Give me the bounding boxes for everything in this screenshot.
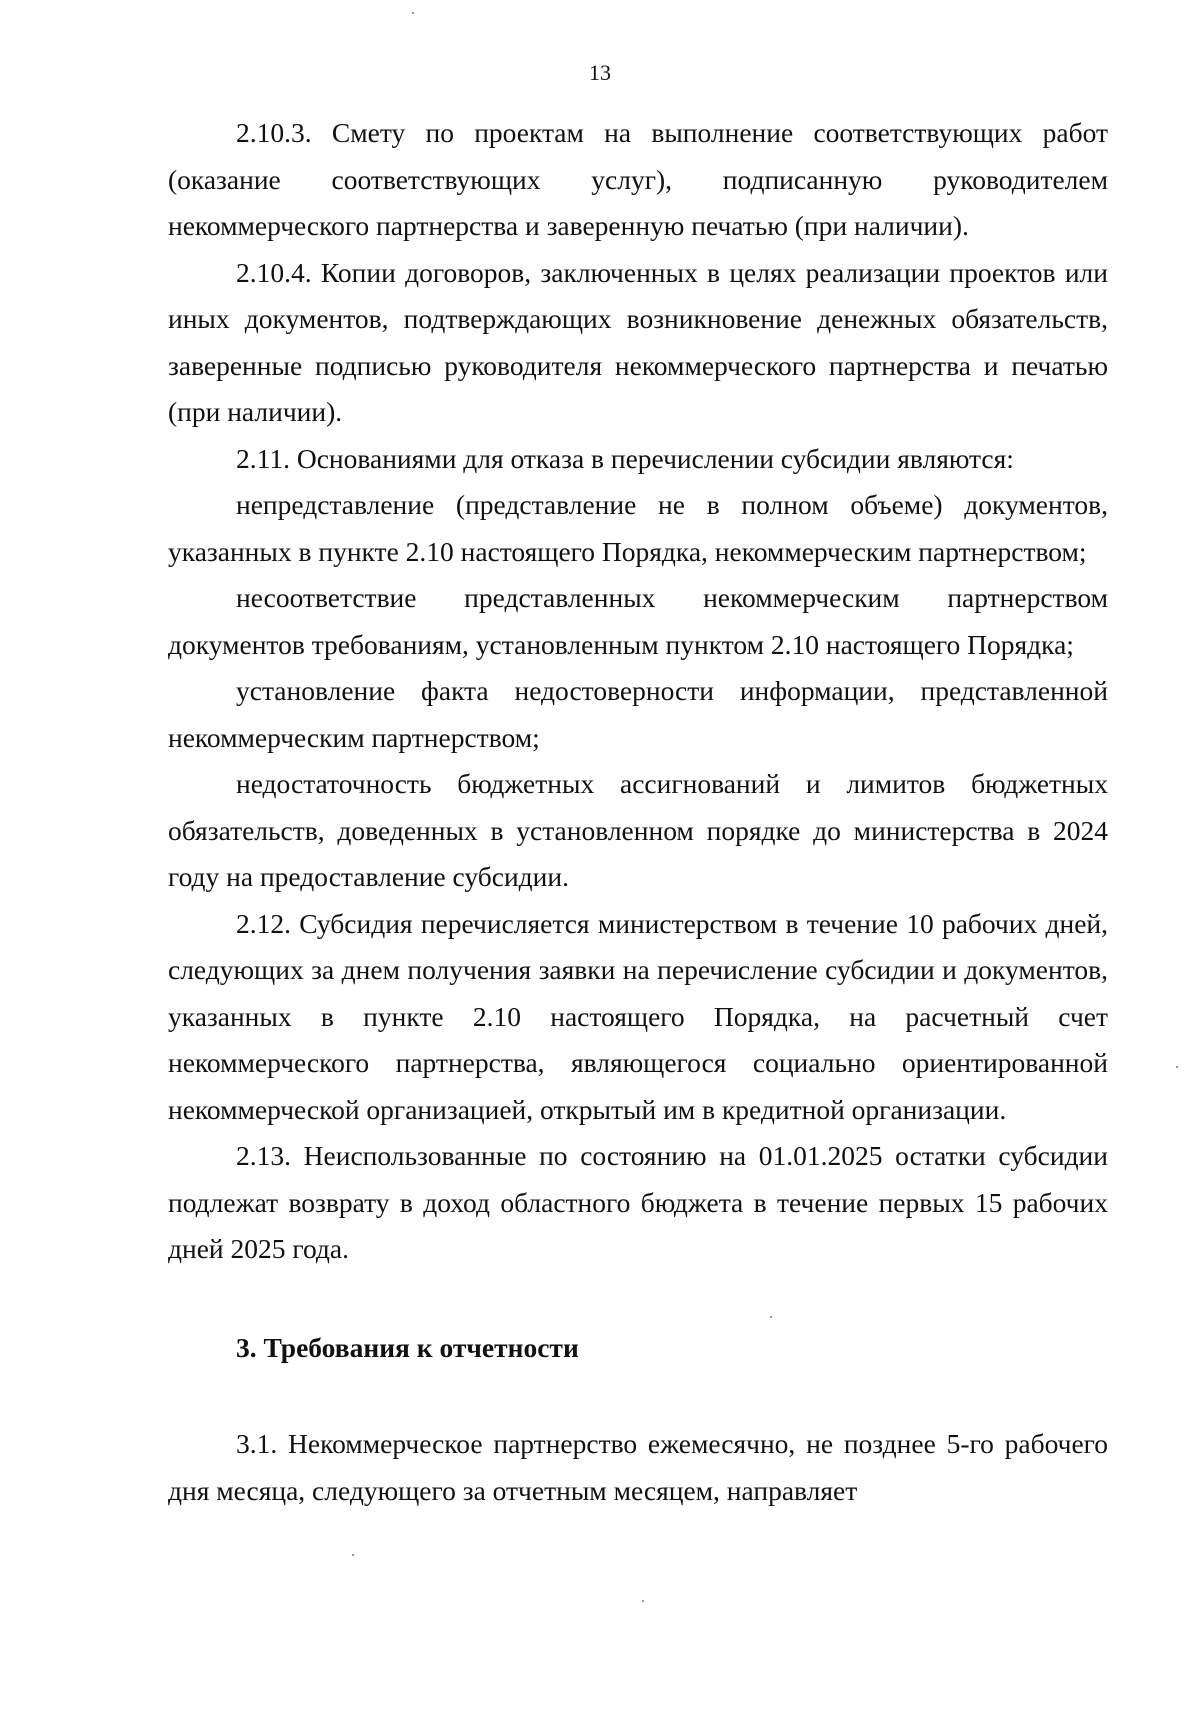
paragraph-2-10-4: 2.10.4. Копии договоров, заключенных в целях реализации проектов или иных документов, подтверждающих возникновение денежных обязательств, заверенные подписью руководителя некоммерческого партнерства и печатью (при наличии). (168, 256, 1108, 427)
list-item-nonsubmission: непредставление (представление не в полном объеме) документов, указанных в пункте 2.10 настоящего Порядка, некоммерческим партнерством; (168, 489, 1108, 567)
list-item-noncompliance: несоответствие представленных некоммерческим партнерством документов требованиям, установленным пунктом 2.10 настоящего Порядка; (168, 582, 1108, 660)
scan-speck (412, 12, 414, 14)
paragraph-2-10-3: 2.10.3. Смету по проектам на выполнение соответствующих работ (оказание соответствующих услуг), подписанную руководителем некоммерческого партнерства и заверенную печатью (при наличии). (168, 117, 1108, 241)
section-heading: 3. Требования к отчетности (236, 1331, 579, 1363)
scan-speck (770, 1316, 772, 1318)
paragraph-2-11: 2.11. Основаниями для отказа в перечислении субсидии являются: (236, 442, 1014, 474)
scan-speck (352, 1554, 354, 1556)
paragraph-3-1: 3.1. Некоммерческое партнерство ежемесячно, не позднее 5-го рабочего дня месяца, следующего за отчетным месяцем, направляет (168, 1428, 1108, 1506)
document-body (168, 110, 1108, 1514)
list-item-insufficient-budget: недостаточность бюджетных ассигнований и лимитов бюджетных обязательств, доведенных в установленном порядке до министерства в 2024 году на предоставление субсидии. (168, 768, 1108, 892)
paragraph-2-12: 2.12. Субсидия перечисляется министерством в течение 10 рабочих дней, следующих за днем получения заявки на перечисление субсидии и документов, указанных в пункте 2.10 настоящего Порядка, на расчетный счет некоммерческого партнерства, являющегося социально ориентированной некоммерческой организацией, открытый им в кредитной организации. (168, 907, 1108, 1125)
page-number: 13 (589, 60, 611, 85)
scan-speck (642, 1600, 644, 1602)
scan-speck (1176, 1066, 1178, 1068)
list-item-unreliable-info: установление факта недостоверности информации, представленной некоммерческим партнерством; (168, 675, 1108, 753)
paragraph-2-13: 2.13. Неиспользованные по состоянию на 01.01.2025 остатки субсидии подлежат возврату в доход областного бюджета в течение первых 15 рабочих дней 2025 года. (168, 1140, 1108, 1264)
